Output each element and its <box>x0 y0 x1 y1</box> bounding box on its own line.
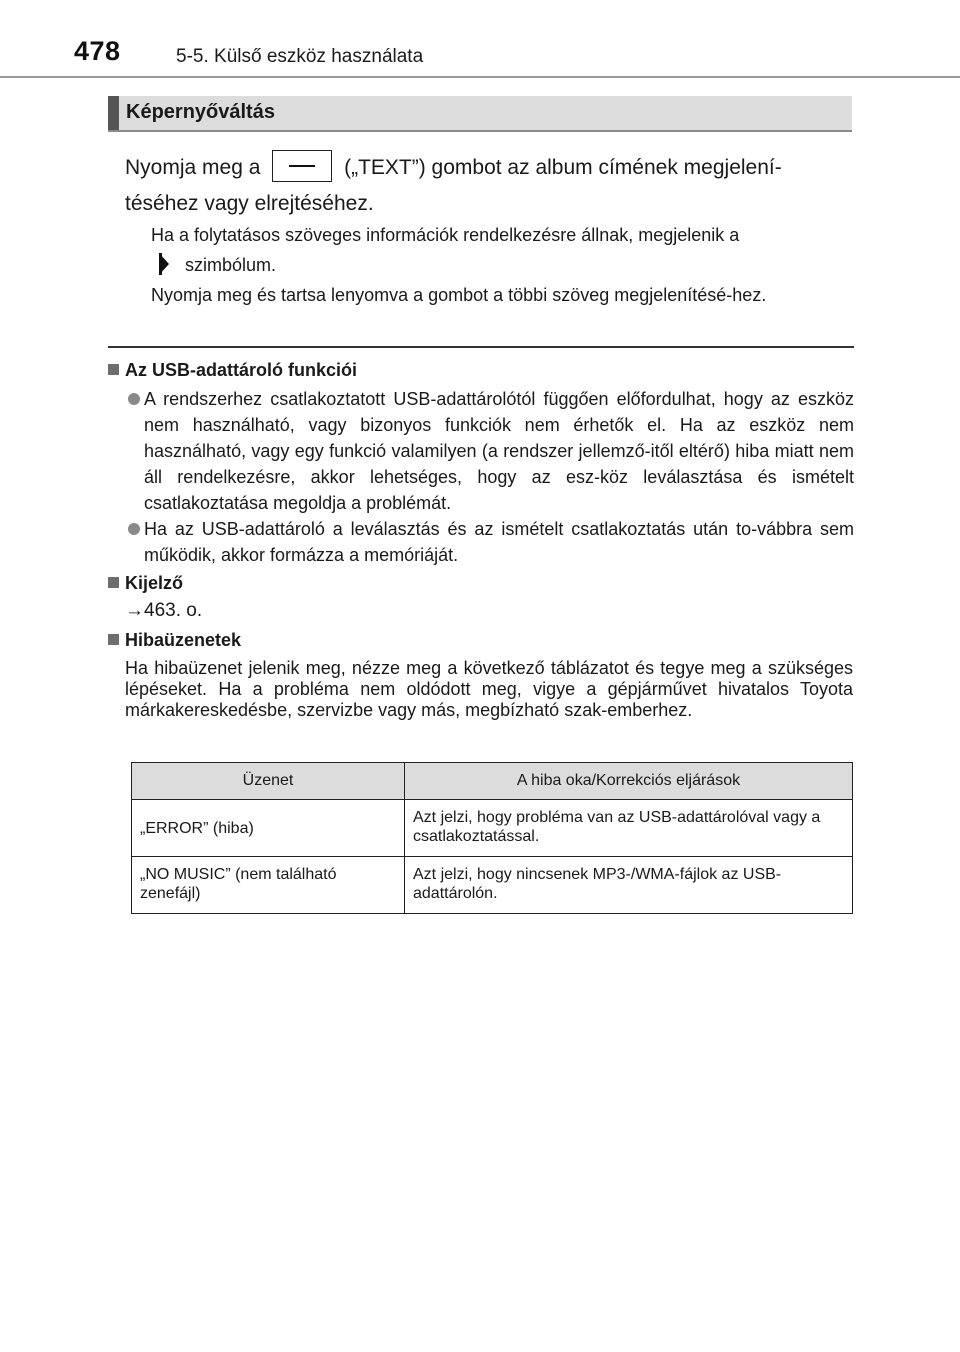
table-header-row <box>132 763 853 800</box>
usb-bullet-2: Ha az USB-adattároló a leválasztás és az ismételt csatlakoztatás után to-vábbra sem működik, akkor formázza a memóriáját. <box>108 516 854 568</box>
table-header-cause: A hiba oka/Korrekciós eljárások <box>405 763 853 800</box>
table-cell-message: „ERROR” (hiba) <box>132 800 405 857</box>
triangle-flag-icon <box>155 253 171 275</box>
usb-bullet-1: A rendszerhez csatlakoztatott USB-adattárolótól függően előfordulhat, hogy az eszköz nem használható, vagy bizonyos funkciók nem érhetők el. Ha az eszköz nem használható, vagy egy funkció valamilyen (a rendszer jellemző-itől eltérő) hiba miatt nem áll rendelkezésre, akkor lehetséges, hogy az esz-köz leválasztása és ismételt csatlakoztatása megoldja a problémát. <box>108 386 854 516</box>
errors-heading: Hibaüzenetek <box>108 630 241 651</box>
square-bullet-icon <box>108 634 119 645</box>
table-cell-cause: Azt jelzi, hogy nincsenek MP3-/WMA-fájlok az USB-adattárolón. <box>405 857 853 914</box>
intro-paragraph <box>125 150 855 222</box>
round-bullet-icon <box>128 393 140 405</box>
square-bullet-icon <box>108 364 119 375</box>
section-title: Képernyőváltás <box>126 101 275 123</box>
display-page-ref: →463. o. <box>125 600 203 621</box>
display-heading: Kijelző <box>108 573 183 594</box>
intro-after-key: („TEXT”) gombot az album címének megjelení- <box>344 156 782 179</box>
errors-paragraph: Ha hibaüzenet jelenik meg, nézze meg a következő táblázatot és tegye meg a szükséges lépéseket. Ha a probléma nem oldódott meg, vigye a gépjárművet hivatalos Toyota márkakereskedésbe, szervizbe vagy más, megbízható szak-emberhez. <box>125 658 853 720</box>
square-bullet-icon <box>108 577 119 588</box>
section-heading-box <box>108 96 852 132</box>
page-number: 478 <box>74 36 121 66</box>
note1-line1: Ha a folytatásos szöveges információk rendelkezésre állnak, megjelenik a <box>151 225 740 245</box>
table-cell-cause: Azt jelzi, hogy probléma van az USB-adattárolóval vagy a csatlakoztatással. <box>405 800 853 857</box>
table-row <box>132 857 853 914</box>
note-continuation <box>151 222 851 278</box>
section-heading-bar <box>108 96 119 130</box>
note-hold-button: Nyomja meg és tartsa lenyomva a gombot a többi szöveg megjelenítésé-hez. <box>151 285 767 305</box>
page-header <box>0 0 960 78</box>
intro-before-key: Nyomja meg a <box>125 156 261 179</box>
header-rule <box>0 76 960 78</box>
table-row <box>132 800 853 857</box>
chapter-title: 5-5. Külső eszköz használata <box>176 46 424 67</box>
dash-button-icon <box>272 150 332 182</box>
usb-heading: Az USB-adattároló funkciói <box>108 360 357 381</box>
error-message-table <box>131 762 853 914</box>
table-header-message: Üzenet <box>132 763 405 800</box>
note1-line2: szimbólum. <box>185 255 277 275</box>
table-cell-message: „NO MUSIC” (nem található zenefájl) <box>132 857 405 914</box>
round-bullet-icon <box>128 523 140 535</box>
section-divider <box>108 346 854 348</box>
intro-line2: téséhez vagy elrejtéséhez. <box>125 192 374 215</box>
